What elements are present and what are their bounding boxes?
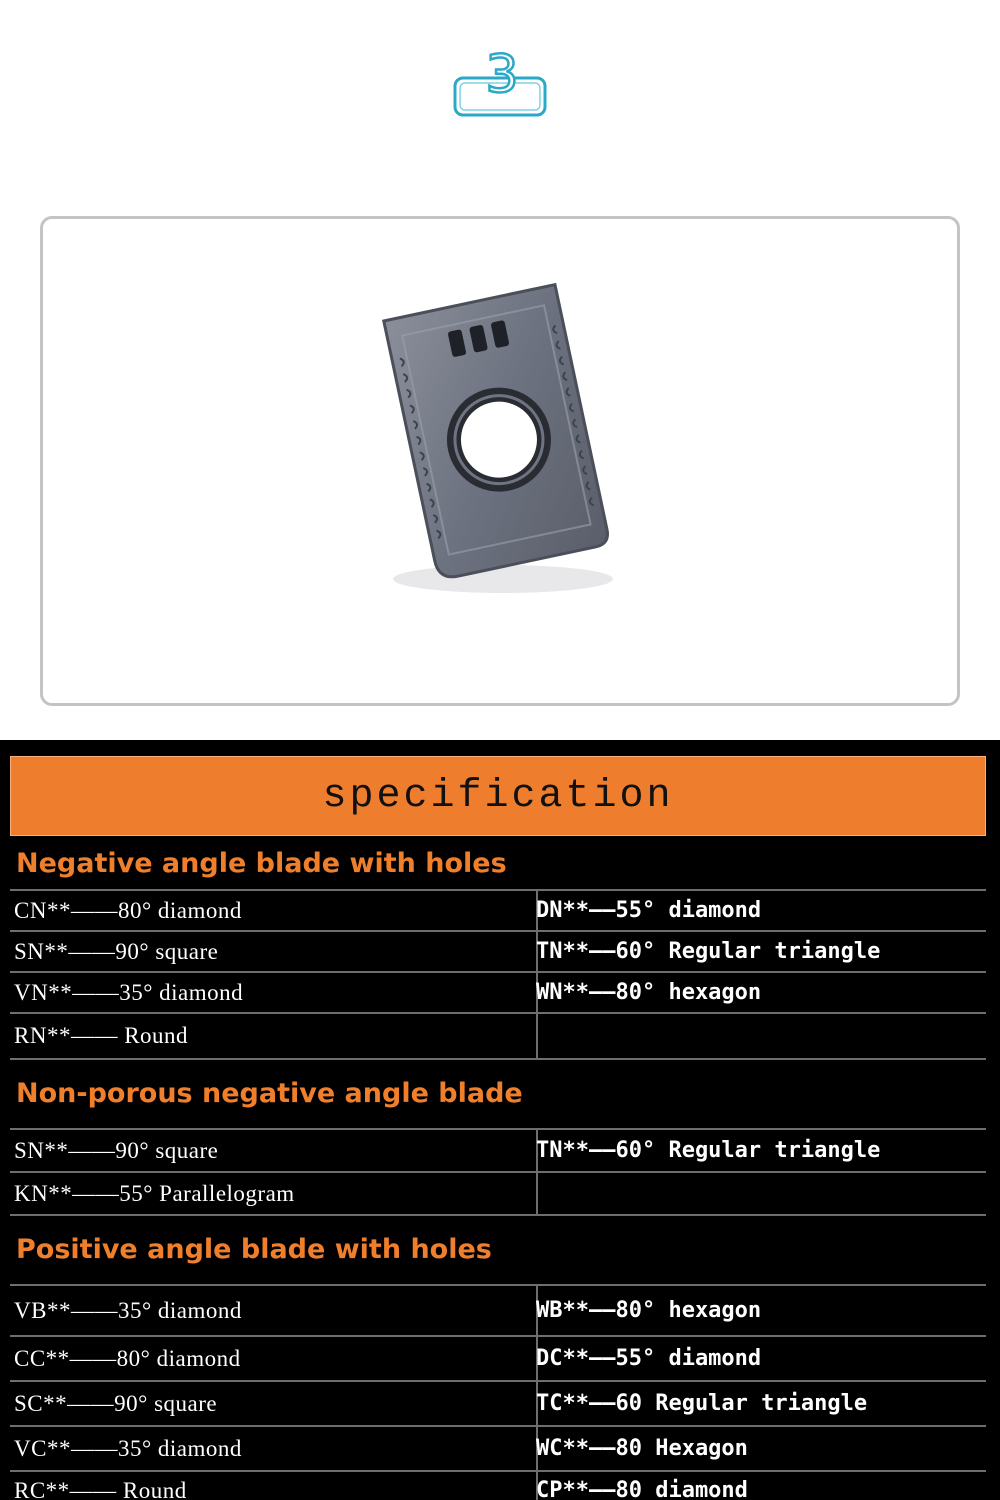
table-row [10, 1286, 986, 1337]
cell-left: CC**——80° diamond [14, 1345, 241, 1371]
table-row [10, 1130, 986, 1173]
cell-right: WN**——80° hexagon [536, 980, 762, 1005]
cell-right: CP**——80 diamond [536, 1478, 748, 1500]
table-row [10, 891, 986, 932]
cell-right: WB**——80° hexagon [536, 1298, 762, 1323]
table-row [10, 1427, 986, 1472]
table-row [10, 1382, 986, 1427]
cell-right: WC**——80 Hexagon [536, 1436, 748, 1461]
table-row [10, 1472, 986, 1500]
product-photo-frame [40, 216, 960, 706]
section-header-negative-with-holes [10, 836, 986, 891]
cell-left: VC**——35° diamond [14, 1435, 242, 1461]
cell-right [530, 1014, 986, 1058]
cell-left: CN**——80° diamond [14, 897, 242, 923]
carbide-insert-image [353, 279, 653, 619]
cell-left: VB**——35° diamond [14, 1297, 242, 1323]
table-row [10, 1014, 986, 1060]
section-title: Non-porous negative angle blade [16, 1078, 523, 1109]
cell-left: SN**——90° square [14, 1137, 219, 1163]
table-row [10, 973, 986, 1014]
step-number-text: 3 [485, 45, 519, 105]
cell-right: TC**——60 Regular triangle [536, 1391, 868, 1416]
section-header-non-porous-negative [10, 1060, 986, 1130]
table-row [10, 932, 986, 973]
cell-right: TN**——60° Regular triangle [536, 1138, 881, 1163]
cell-right: TN**——60° Regular triangle [536, 939, 881, 964]
cell-right: DC**——55° diamond [536, 1346, 762, 1371]
table-row [10, 1337, 986, 1382]
specification-header: specification [10, 756, 986, 836]
cell-left: SN**——90° square [14, 938, 219, 964]
cell-right [530, 1173, 986, 1214]
cell-left: SC**——90° square [14, 1390, 218, 1416]
cell-left: KN**——55° Parallelogram [14, 1180, 295, 1206]
cell-left: RC**—— Round [14, 1478, 187, 1500]
step-badge-icon [452, 42, 548, 120]
table-row [10, 1173, 986, 1216]
step-number-badge [452, 42, 548, 120]
cell-left: RN**—— Round [14, 1023, 189, 1048]
section-title: Negative angle blade with holes [16, 848, 507, 879]
cell-left: VN**——35° diamond [14, 979, 244, 1005]
section-header-positive-with-holes [10, 1216, 986, 1286]
cell-right: DN**——55° diamond [536, 898, 762, 923]
section-title: Positive angle blade with holes [16, 1234, 492, 1265]
specification-table [0, 740, 1000, 1500]
